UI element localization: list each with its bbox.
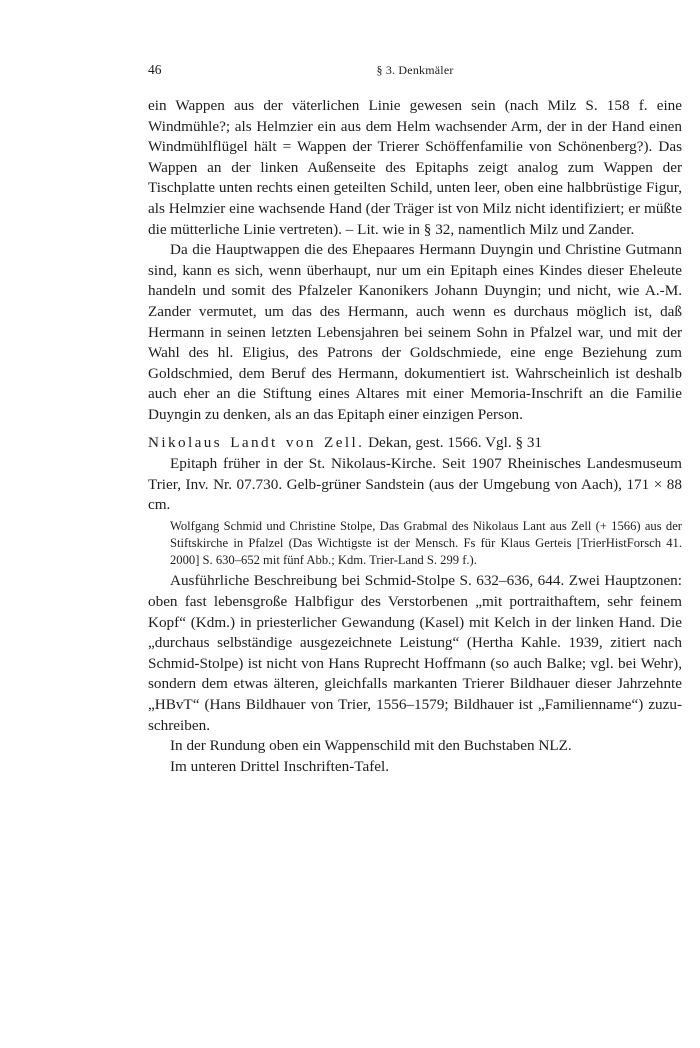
entry-coat-of-arms-line: In der Rundung oben ein Wappenschild mit den Buchstaben NLZ. bbox=[170, 737, 572, 755]
entry-name: Nikolaus Landt von Zell. bbox=[148, 433, 365, 451]
paragraph-epitaph-discussion: Da die Hauptwappen die des Ehepaares Hermann Duyngin und Christine Gutmann sind, kann es sich, wenn überhaupt, nur um ein Epitaph eines Kindes dieser Eheleute handeln und somit des Pfalzeler Kanonikers Johann Duyngin; und nicht, wie A.-M. Zander vermutet, um das des Hermann, auch wenn es durchaus möglich ist, daß Hermann in seinen letzten Lebensjahren bei seinem Sohn in Pfalzel war, und mit der Wahl des hl. Eligius, des Patrons der Goldschmiede, eine enge Beziehung zum Goldschmied, dem Beruf des Hermann, dokumentiert ist. Wahrscheinlich ist deshalb auch eher an die Stiftung eines Altares mit einer Memoria-Inschrift an die Familie Duyngin zu denken, als an das Epitaph einer einzigen Person. bbox=[148, 241, 682, 423]
page-number: 46 bbox=[148, 62, 162, 77]
entry-description: Epitaph früher in der St. Nikolaus-Kirche. Seit 1907 Rheinisches Landesmuseum Trier, Inv. Nr. 07.730. Gelb-grüner Sandstein (aus der Umgebung von Aach), 171 × 88 cm. bbox=[148, 455, 682, 514]
page-header bbox=[148, 62, 682, 82]
entry-body: Ausführliche Beschreibung bei Schmid-Stolpe S. 632–636, 644. Zwei Hauptzonen: oben fast lebensgroße Halbfigur des Verstorbenen „mit portraithaftem, sehr feinem Kopf“ (Kdm.) in priesterlicher Gewandung (Kasel) mit Kelch in der linken Hand. Die „durchaus selbständige ausgezeichnete Leistung“ (Hertha Kahle. 1939, zitiert nach Schmid-Stolpe) ist nicht von Hans Ruprecht Hoffmann (so auch Balke; vgl. bei Wehr), sondern dem etwas älteren, gleichfalls markanten Trierer Bildhauer dieser Jahrzehnte „HBvT“ (Hans Bildhauer von Trier, 1556–1579; Bildhauer ist „Familienname“) zuzuschreiben. bbox=[148, 572, 682, 734]
entry-heading bbox=[148, 433, 682, 454]
bibliography-citation: Wolfgang Schmid und Christine Stolpe, Das Grabmal des Nikolaus Lant aus Zell (+ 1566) aus der Stiftskirche in Pfalzel (Das Wichtigste ist der Mensch. Fs für Klaus Gerteis [TrierHistForsch 41. 2000] S. 630–652 mit fünf Abb.; Kdm. Trier-Land S. 299 f.). bbox=[170, 518, 682, 568]
entry-inscription-line: Im unteren Drittel Inschriften-Tafel. bbox=[170, 757, 390, 775]
running-title: § 3. Denkmäler bbox=[376, 63, 454, 77]
entry-title: Dekan, gest. 1566. Vgl. § 31 bbox=[368, 433, 543, 451]
paragraph-continued: ein Wappen aus der väterlichen Linie gewesen sein (nach Milz S. 158 f. eine Windmühle?; als Helmzier ein aus dem Helm wachsender Arm, der in der Hand einen Windmühlflügel hält = Wappen der Trierer Schöffenfamilie von Schönenberg?). Das Wappen an der linken Außenseite des Epitaphs zeigt analog zum Wappen der Tischplatte unten rechts einen geteilten Schild, unten leer, oben eine halbbrüstige Figur, als Helmzier eine wachsende Hand (der Träger ist von Milz nicht identifiziert; er müßte die mütterliche Linie vertreten). – Lit. wie in § 32, namentlich Milz und Zander. bbox=[148, 97, 682, 238]
main-text bbox=[148, 96, 682, 777]
